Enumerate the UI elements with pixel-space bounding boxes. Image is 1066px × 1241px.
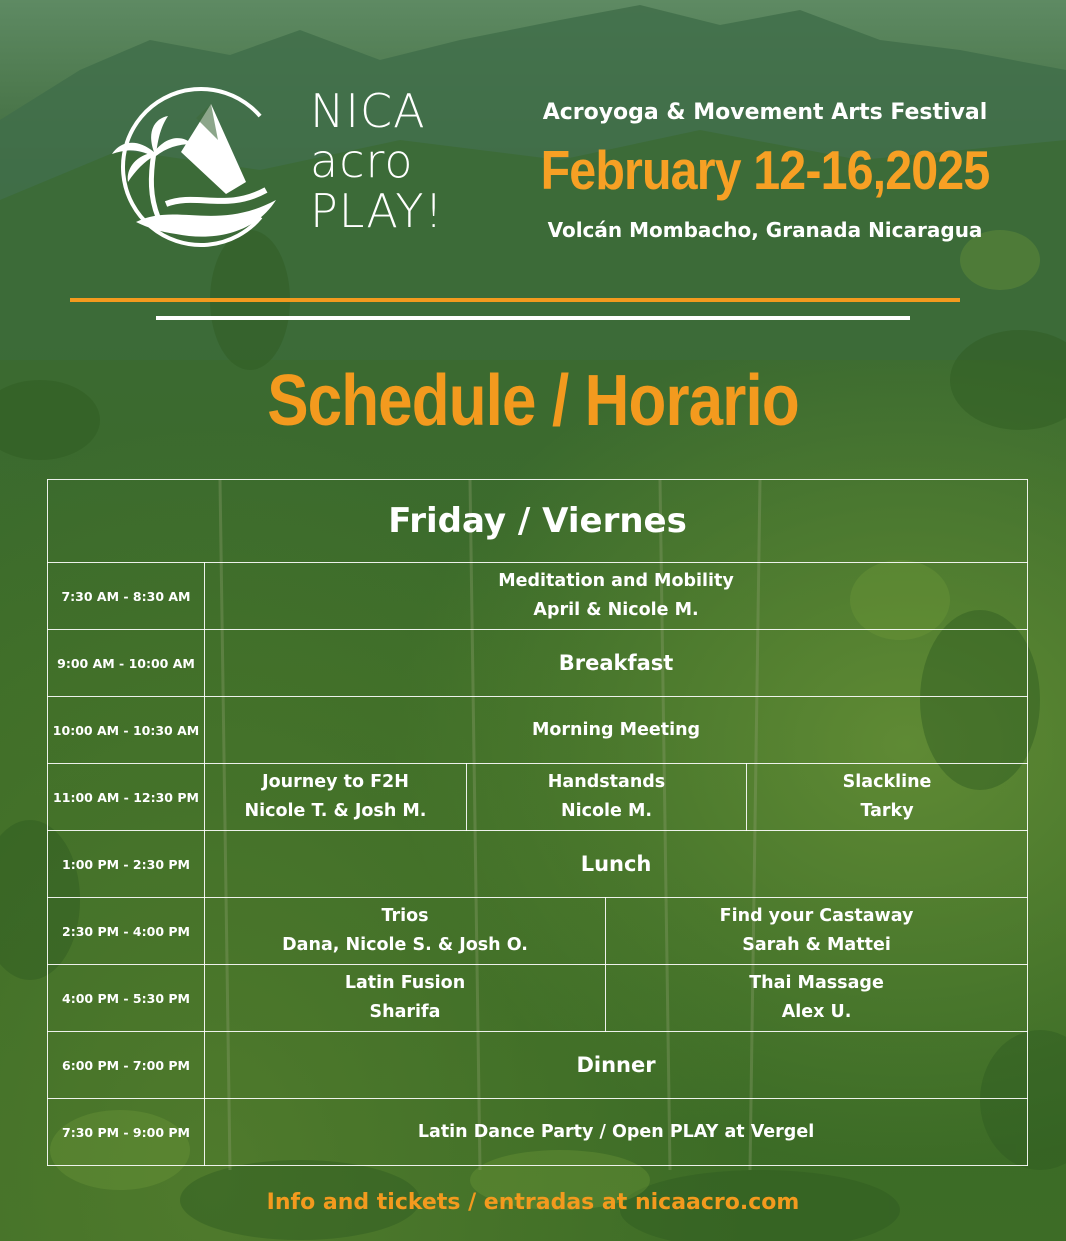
session-name: Journey to F2H (262, 772, 409, 792)
session-cell (205, 831, 1028, 898)
time-slot: 7:30 PM - 9:00 PM (48, 1099, 205, 1166)
session-name: Latin Dance Party / Open PLAY at Vergel (417, 1121, 815, 1142)
session-leader: April & Nicole M. (533, 600, 699, 620)
day-header: Friday / Viernes (48, 480, 1028, 563)
session-cell (205, 965, 606, 1032)
session-cell (467, 764, 747, 831)
session-cell (205, 697, 1028, 764)
session-cell (205, 563, 1028, 630)
table-row (48, 563, 1028, 630)
footer-info-link[interactable]: Info and tickets / entradas at nicaacro.com (266, 1190, 800, 1215)
festival-location: Volcán Mombacho, Granada Nicaragua (547, 218, 983, 242)
table-row (48, 965, 1028, 1032)
session-name: Breakfast (558, 650, 674, 675)
time-slot: 10:00 AM - 10:30 AM (48, 697, 205, 764)
session-name: Morning Meeting (531, 719, 701, 740)
table-row (48, 697, 1028, 764)
session-name: Meditation and Mobility (498, 571, 734, 591)
session-cell (606, 965, 1028, 1032)
divider-orange (70, 298, 960, 302)
table-row (48, 831, 1028, 898)
session-name: Latin Fusion (344, 973, 466, 993)
session-name: Thai Massage (749, 973, 884, 993)
brand-line-play: PLAY! (310, 184, 444, 238)
table-row (48, 764, 1028, 831)
session-name: Trios (381, 906, 429, 926)
session-leader: Alex U. (781, 1002, 852, 1022)
nica-acro-play-logo (106, 82, 286, 252)
session-leader: Sharifa (369, 1002, 441, 1022)
session-name: Lunch (580, 851, 652, 876)
time-slot: 6:00 PM - 7:00 PM (48, 1032, 205, 1099)
session-name: Find your Castaway (719, 906, 914, 926)
session-name: Slackline (842, 772, 932, 792)
session-cell (205, 898, 606, 965)
table-row (48, 630, 1028, 697)
session-cell (205, 630, 1028, 697)
session-leader: Tarky (860, 801, 914, 821)
session-cell (606, 898, 1028, 965)
session-name: Handstands (547, 772, 666, 792)
session-cell (205, 764, 467, 831)
table-row (48, 1099, 1028, 1166)
brand-line-acro: acro (310, 134, 414, 188)
time-slot: 4:00 PM - 5:30 PM (48, 965, 205, 1032)
session-name: Dinner (576, 1052, 656, 1077)
session-leader: Sarah & Mattei (742, 935, 891, 955)
session-leader: Nicole M. (560, 801, 653, 821)
time-slot: 11:00 AM - 12:30 PM (48, 764, 205, 831)
schedule-title: Schedule / Horario (267, 361, 799, 441)
festival-subtitle: Acroyoga & Movement Arts Festival (542, 100, 988, 125)
time-slot: 1:00 PM - 2:30 PM (48, 831, 205, 898)
time-slot: 7:30 AM - 8:30 AM (48, 563, 205, 630)
schedule-table (47, 479, 1028, 1166)
brand-wordmark (310, 84, 450, 238)
table-row (48, 898, 1028, 965)
divider-white (156, 316, 910, 320)
session-cell (205, 1099, 1028, 1166)
session-leader: Nicole T. & Josh M. (244, 801, 427, 821)
session-cell (205, 1032, 1028, 1099)
brand-line-nica: NICA (310, 84, 426, 138)
session-cell (747, 764, 1028, 831)
table-row (48, 1032, 1028, 1099)
session-leader: Dana, Nicole S. & Josh O. (282, 935, 528, 955)
time-slot: 2:30 PM - 4:00 PM (48, 898, 205, 965)
time-slot: 9:00 AM - 10:00 AM (48, 630, 205, 697)
festival-dates: February 12-16,2025 (540, 139, 990, 201)
